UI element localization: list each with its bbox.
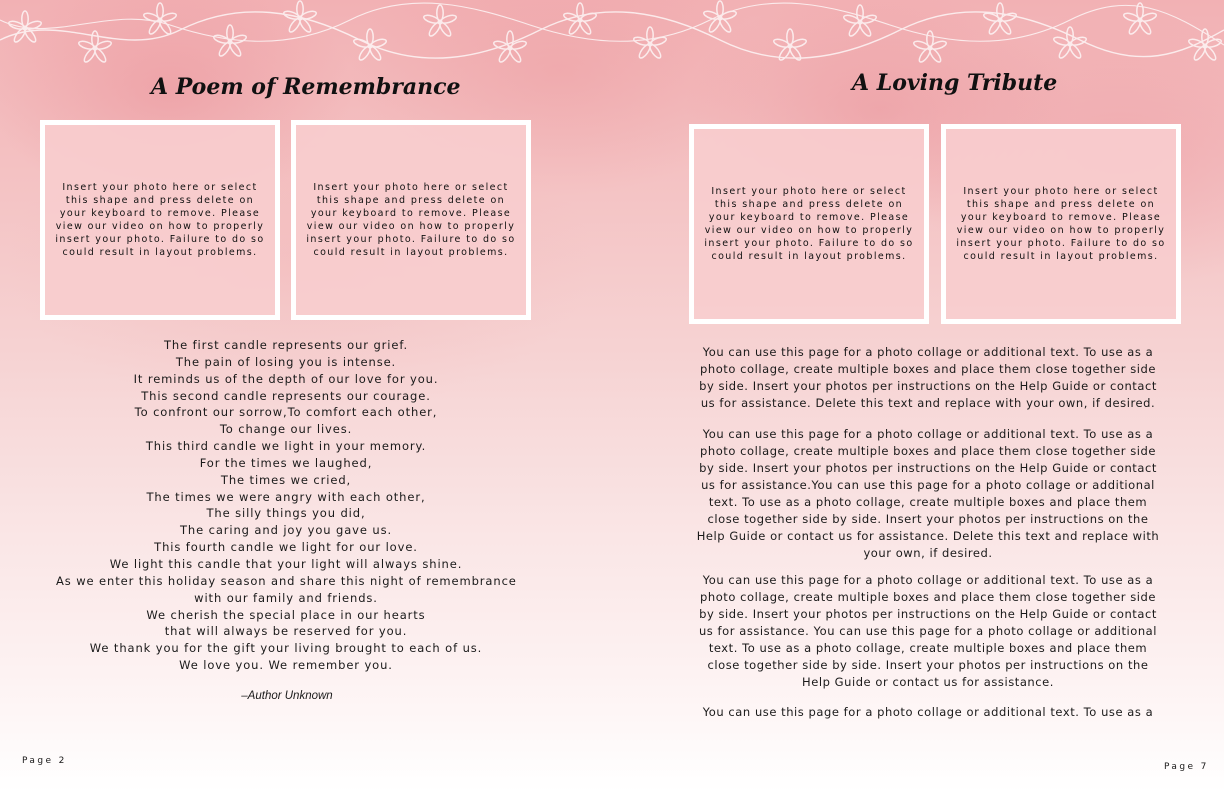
- poem-line: This second candle represents our courage.: [141, 388, 431, 403]
- floral-border-decoration: [0, 0, 1224, 80]
- page-number-left: Page 2: [22, 756, 67, 766]
- poem-line: We thank you for the gift your living brought to each of us.: [89, 641, 483, 656]
- poem-line: As we enter this holiday season and share this night of remembrance: [56, 573, 517, 588]
- poem-line: We light this candle that your light will always shine.: [109, 556, 463, 571]
- poem-line: We cherish the special place in our hearts: [146, 607, 426, 622]
- photo-placeholder-text: Insert your photo here or select this shape and press delete on your keyboard to remove. Please view our video on how to properly insert your photo. Failure to do so could result in layout problems.: [956, 186, 1166, 262]
- photo-placeholder[interactable]: [689, 124, 929, 324]
- poem-line: It reminds us of the depth of our love for you.: [133, 371, 439, 386]
- poem-line: The caring and joy you gave us.: [179, 523, 393, 538]
- poem-line: This fourth candle we light for our love.: [154, 540, 418, 555]
- poem-line: For the times we laughed,: [199, 455, 373, 470]
- poem-body: [56, 337, 516, 674]
- poem-line: The silly things you did,: [206, 506, 366, 521]
- poem-line: that will always be reserved for you.: [164, 624, 408, 639]
- photo-placeholder[interactable]: [291, 120, 531, 320]
- poem-line: with our family and friends.: [194, 590, 378, 605]
- photo-placeholder-text: Insert your photo here or select this shape and press delete on your keyboard to remove. Please view our video on how to properly insert your photo. Failure to do so could result in layout problems.: [306, 182, 516, 258]
- poem-line: We love you. We remember you.: [179, 658, 393, 673]
- photo-placeholder-text: Insert your photo here or select this shape and press delete on your keyboard to remove. Please view our video on how to properly insert your photo. Failure to do so could result in layout problems.: [704, 186, 914, 262]
- poem-line: This third candle we light in your memory.: [145, 439, 427, 454]
- photo-placeholder[interactable]: [40, 120, 280, 320]
- page-title-tribute: A Loving Tribute: [852, 70, 1058, 96]
- poem-line: The pain of losing you is intense.: [175, 354, 397, 369]
- poem-line: To change our lives.: [219, 422, 353, 437]
- poem-author: –Author Unknown: [241, 690, 333, 702]
- poem-line: The times we cried,: [220, 472, 352, 487]
- poem-line: The times we were angry with each other,: [146, 489, 426, 504]
- page-number-right: Page 7: [1164, 762, 1209, 772]
- tribute-paragraph: You can use this page for a photo collage or additional text. To use as a photo collage, create multiple boxes and place them close together side by side. Insert your photos per instructions on the Help Guide or contact us for assistance. You can use this page for a photo collage or additional text. To use as a photo collage, create multiple boxes and place them close together side by side. Insert your photos per instructions on the Help Guide or contact us for assistance.: [698, 573, 1158, 689]
- tribute-paragraph: You can use this page for a photo collage or additional text. To use as a: [702, 705, 1154, 719]
- poem-line: The first candle represents our grief.: [163, 338, 409, 352]
- photo-placeholder-text: Insert your photo here or select this shape and press delete on your keyboard to remove. Please view our video on how to properly insert your photo. Failure to do so could result in layout problems.: [55, 182, 265, 258]
- tribute-paragraph: You can use this page for a photo collage or additional text. To use as a photo collage, create multiple boxes and place them close together side by side. Insert your photos per instructions on the Help Guide or contact us for assistance. Delete this text and replace with your own, if desired.: [699, 345, 1157, 410]
- poem-line: To confront our sorrow,To comfort each other,: [134, 405, 438, 420]
- photo-placeholder[interactable]: [941, 124, 1181, 324]
- tribute-paragraph: You can use this page for a photo collage or additional text. To use as a photo collage, create multiple boxes and place them close together side by side. Insert your photos per instructions on the Help Guide or contact us for assistance.You can use this page for a photo collage or additional text. To use as a photo collage, create multiple boxes and place them close together side by side. Insert your photos per instructions on the Help Guide or contact us for assistance. Delete this text and replace with your own, if desired.: [696, 427, 1160, 560]
- page-title-poem: A Poem of Remembrance: [151, 74, 461, 100]
